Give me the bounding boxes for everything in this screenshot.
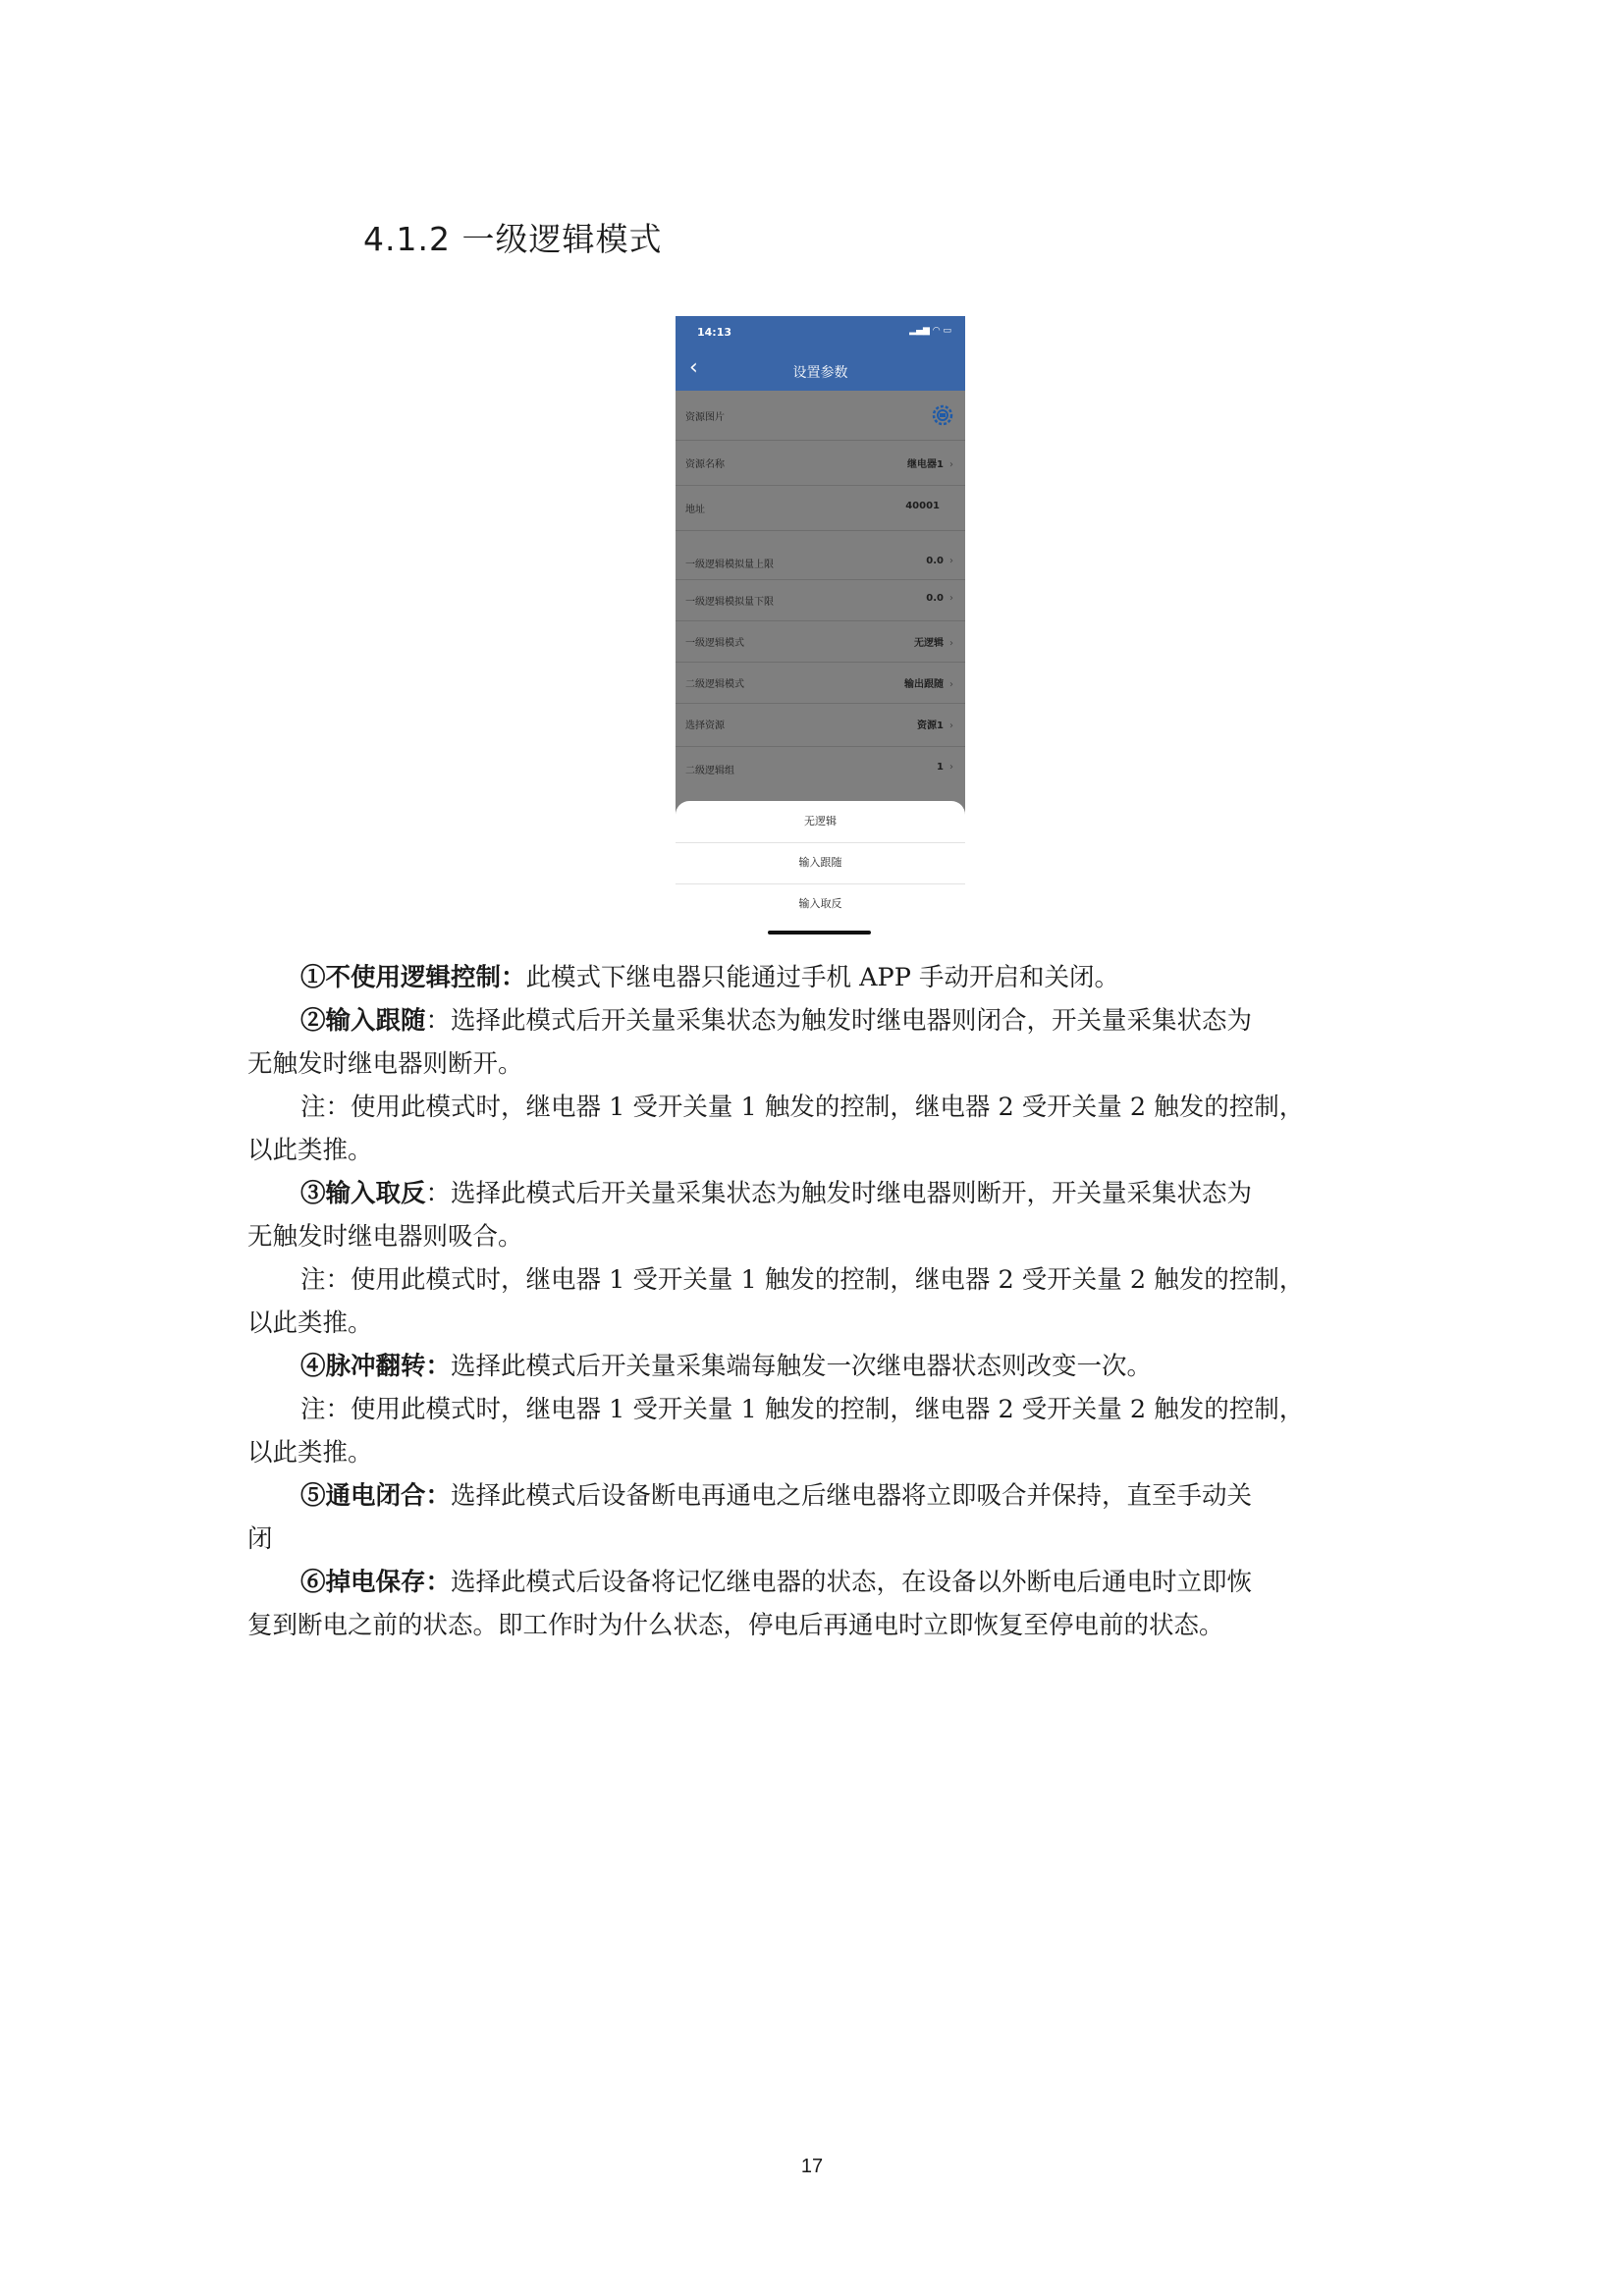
settings-row[interactable] — [676, 662, 965, 704]
row-label: 二级逻辑组 — [685, 766, 734, 776]
section-title: 4.1.2 一级逻辑模式 — [363, 220, 663, 258]
paragraph-line — [300, 956, 1445, 999]
option-input-invert[interactable]: 输入取反 — [798, 897, 842, 910]
paragraph-line — [247, 1431, 1392, 1474]
row-value: 40001 — [905, 501, 940, 511]
paragraph-text: 无触发时继电器则断开。 — [247, 1049, 523, 1079]
paragraph-line — [300, 1388, 1445, 1431]
status-time: 14:13 — [697, 326, 732, 339]
paragraph-line — [247, 1129, 1392, 1172]
row-value: 输出跟随 — [904, 679, 944, 690]
chevron-right-icon: › — [949, 556, 953, 566]
row-label: 资源名称 — [685, 459, 725, 470]
row-label: 一级逻辑模拟量下限 — [685, 597, 774, 608]
settings-row[interactable] — [676, 440, 965, 486]
row-label: 一级逻辑模式 — [685, 638, 744, 649]
settings-row[interactable] — [676, 579, 965, 621]
paragraph-text: 注：使用此模式时，继电器 1 受开关量 1 触发的控制，继电器 2 受开关量 2 触发的控制， — [300, 1265, 1305, 1295]
paragraph-line — [300, 1258, 1445, 1302]
option-no-logic[interactable]: 无逻辑 — [676, 801, 965, 843]
settings-row[interactable] — [676, 530, 965, 580]
settings-row[interactable] — [676, 746, 965, 787]
chevron-right-icon: › — [949, 721, 953, 731]
row-value: 无逻辑 — [914, 638, 944, 649]
paragraph-text: 以此类推。 — [247, 1438, 373, 1468]
paragraph-line — [300, 999, 1445, 1042]
paragraph-line — [247, 1518, 1392, 1561]
paragraph-text: 无触发时继电器则吸合。 — [247, 1222, 523, 1252]
home-indicator — [768, 931, 871, 934]
paragraph-line — [300, 1086, 1445, 1129]
chevron-right-icon: › — [949, 459, 953, 470]
paragraph-text: 此模式下继电器只能通过手机 APP 手动开启和关闭。 — [525, 963, 1119, 992]
paragraph-text: 选择此模式后开关量采集端每触发一次继电器状态则改变一次。 — [451, 1352, 1153, 1381]
paragraph-text: 选择此模式后设备将记忆继电器的状态，在设备以外断电后通电时立即恢 — [451, 1568, 1253, 1597]
row-value: 0.0 — [926, 556, 944, 566]
chevron-right-icon: › — [949, 593, 953, 604]
row-value: 资源1 — [917, 721, 944, 731]
chevron-right-icon: › — [949, 679, 953, 690]
paragraph-text: 以此类推。 — [247, 1308, 373, 1338]
settings-row[interactable] — [676, 620, 965, 663]
paragraph-text: 注：使用此模式时，继电器 1 受开关量 1 触发的控制，继电器 2 受开关量 2 触发的控制， — [300, 1093, 1305, 1122]
row-value: 1 — [937, 762, 944, 773]
row-label: 二级逻辑模式 — [685, 679, 744, 690]
status-bar — [676, 316, 965, 349]
action-sheet — [676, 801, 965, 936]
nav-title: 设置参数 — [792, 365, 848, 381]
settings-row — [676, 485, 965, 531]
row-value: 继电器1 — [907, 459, 944, 470]
paragraph-line — [300, 1172, 1445, 1215]
row-label: 一级逻辑模拟量上限 — [685, 560, 774, 570]
paragraph-bold-lead: ④脉冲翻转： — [300, 1352, 452, 1381]
row-label: 地址 — [685, 505, 705, 515]
paragraph-line — [300, 1345, 1445, 1388]
nav-bar — [676, 349, 965, 391]
paragraph-text: 注：使用此模式时，继电器 1 受开关量 1 触发的控制，继电器 2 受开关量 2 触发的控制， — [300, 1395, 1305, 1424]
paragraph-line — [247, 1604, 1392, 1647]
row-value: 0.0 — [926, 593, 944, 604]
paragraph-text: 闭 — [247, 1524, 273, 1554]
paragraph-line — [247, 1042, 1392, 1086]
settings-row[interactable] — [676, 391, 965, 441]
row-label: 资源图片 — [685, 412, 725, 423]
paragraph-line — [247, 1302, 1392, 1345]
paragraph-line — [300, 1474, 1445, 1518]
paragraph-bold-lead: ①不使用逻辑控制： — [300, 963, 526, 992]
paragraph-text: ：选择此模式后开关量采集状态为触发时继电器则闭合，开关量采集状态为 — [425, 1006, 1253, 1036]
paragraph-bold-lead: ⑤通电闭合： — [300, 1481, 452, 1511]
resource-image-icon — [930, 402, 955, 428]
chevron-right-icon: › — [949, 762, 953, 773]
paragraph-text: 选择此模式后设备断电再通电之后继电器将立即吸合并保持，直至手动关 — [451, 1481, 1253, 1511]
settings-row[interactable] — [676, 703, 965, 747]
row-label: 选择资源 — [685, 721, 725, 731]
paragraph-line — [300, 1561, 1445, 1604]
status-icons: ▂▄▆ ◠ ▭ — [909, 326, 951, 336]
paragraph-line — [247, 1215, 1392, 1258]
paragraph-bold-lead: ⑥掉电保存： — [300, 1568, 452, 1597]
paragraph-bold-lead: ②输入跟随 — [300, 1006, 426, 1036]
paragraph-text: 复到断电之前的状态。即工作时为什么状态，停电后再通电时立即恢复至停电前的状态。 — [247, 1611, 1224, 1640]
paragraph-text: ：选择此模式后开关量采集状态为触发时继电器则断开，开关量采集状态为 — [425, 1179, 1253, 1208]
back-icon[interactable]: ‹ — [689, 355, 698, 380]
chevron-right-icon: › — [949, 638, 953, 649]
paragraph-bold-lead: ③输入取反 — [300, 1179, 426, 1208]
phone-screenshot — [676, 316, 965, 936]
option-input-follow[interactable]: 输入跟随 — [676, 842, 965, 884]
page-number: 17 — [800, 2156, 824, 2177]
paragraph-text: 以此类推。 — [247, 1136, 373, 1165]
